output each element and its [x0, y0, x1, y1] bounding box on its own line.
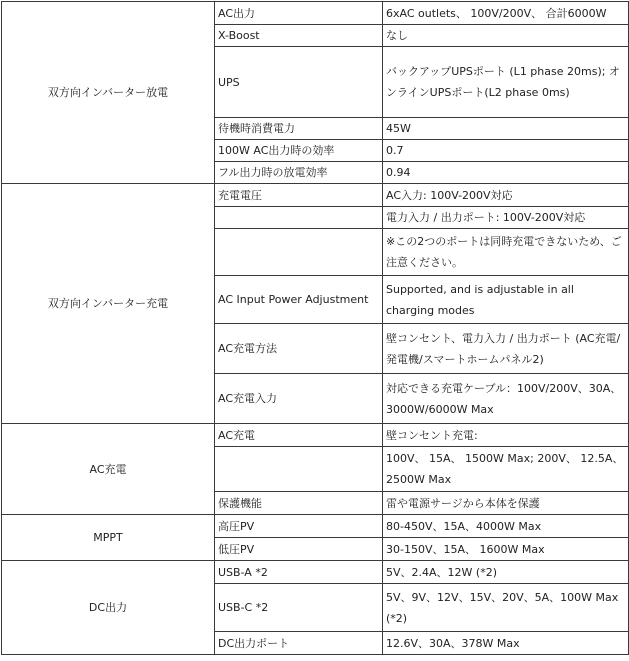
item-value: 壁コンセント、電力入力 / 出力ポート (AC充電/発電機/スマートホームパネル2) — [383, 324, 629, 374]
item-value: Supported, and is adjustable in all charging modes — [383, 276, 629, 324]
item-label: フル出力時の放電効率 — [215, 162, 383, 184]
item-label: USB-C *2 — [215, 584, 383, 632]
item-label: DC出力ポート — [215, 632, 383, 655]
item-label: 高圧PV — [215, 515, 383, 538]
table-row — [2, 561, 629, 584]
item-value: 5V、9V、12V、15V、20V、5A、100W Max (*2) — [383, 584, 629, 632]
item-label: USB-A *2 — [215, 561, 383, 584]
item-label: AC充電 — [215, 424, 383, 447]
table-row — [2, 184, 629, 207]
item-value: 100V、 15A、 1500W Max; 200V、 12.5A、 2500W Max — [383, 447, 629, 492]
item-label: 100W AC出力時の効率 — [215, 140, 383, 162]
item-value: 5V、2.4A、12W (*2) — [383, 561, 629, 584]
table-row — [2, 2, 629, 25]
category-mppt: MPPT — [2, 515, 215, 561]
item-value: なし — [383, 25, 629, 47]
item-value: 0.94 — [383, 162, 629, 184]
item-value: バックアップUPSポート (L1 phase 20ms); オンラインUPSポート(L2 phase 0ms) — [383, 47, 629, 118]
item-value: 6xAC outlets、 100V/200V、 合計6000W — [383, 2, 629, 25]
table-row — [2, 515, 629, 538]
item-value: 12.6V、30A、378W Max — [383, 632, 629, 655]
item-label: AC充電方法 — [215, 324, 383, 374]
item-label — [215, 207, 383, 229]
category-dc-output: DC出力 — [2, 561, 215, 655]
item-value: 対応できる充電ケーブル：100V/200V、30A、3000W/6000W Max — [383, 374, 629, 424]
item-value: 壁コンセント充電: — [383, 424, 629, 447]
item-label: UPS — [215, 47, 383, 118]
table-row — [2, 424, 629, 447]
category-inverter-charge: 双方向インバーター充電 — [2, 184, 215, 424]
category-inverter-discharge: 双方向インバーター放電 — [2, 2, 215, 184]
item-value: 45W — [383, 118, 629, 140]
item-label: AC充電入力 — [215, 374, 383, 424]
item-label: AC Input Power Adjustment — [215, 276, 383, 324]
item-label: AC出力 — [215, 2, 383, 25]
category-ac-charging: AC充電 — [2, 424, 215, 515]
item-label: 低圧PV — [215, 538, 383, 561]
item-label — [215, 447, 383, 492]
item-label — [215, 229, 383, 276]
item-label: 充電電圧 — [215, 184, 383, 207]
item-value: 電力入力 / 出力ポート: 100V-200V対応 — [383, 207, 629, 229]
item-label: 待機時消費電力 — [215, 118, 383, 140]
item-value: ※この2つのポートは同時充電できないため、ご注意ください。 — [383, 229, 629, 276]
item-value: 80-450V、15A、4000W Max — [383, 515, 629, 538]
item-value: 0.7 — [383, 140, 629, 162]
item-value: 雷や電源サージから本体を保護 — [383, 492, 629, 515]
item-label: X-Boost — [215, 25, 383, 47]
item-value: 30-150V、15A、 1600W Max — [383, 538, 629, 561]
spec-table — [1, 1, 629, 655]
item-label: 保護機能 — [215, 492, 383, 515]
item-value: AC入力: 100V-200V対応 — [383, 184, 629, 207]
